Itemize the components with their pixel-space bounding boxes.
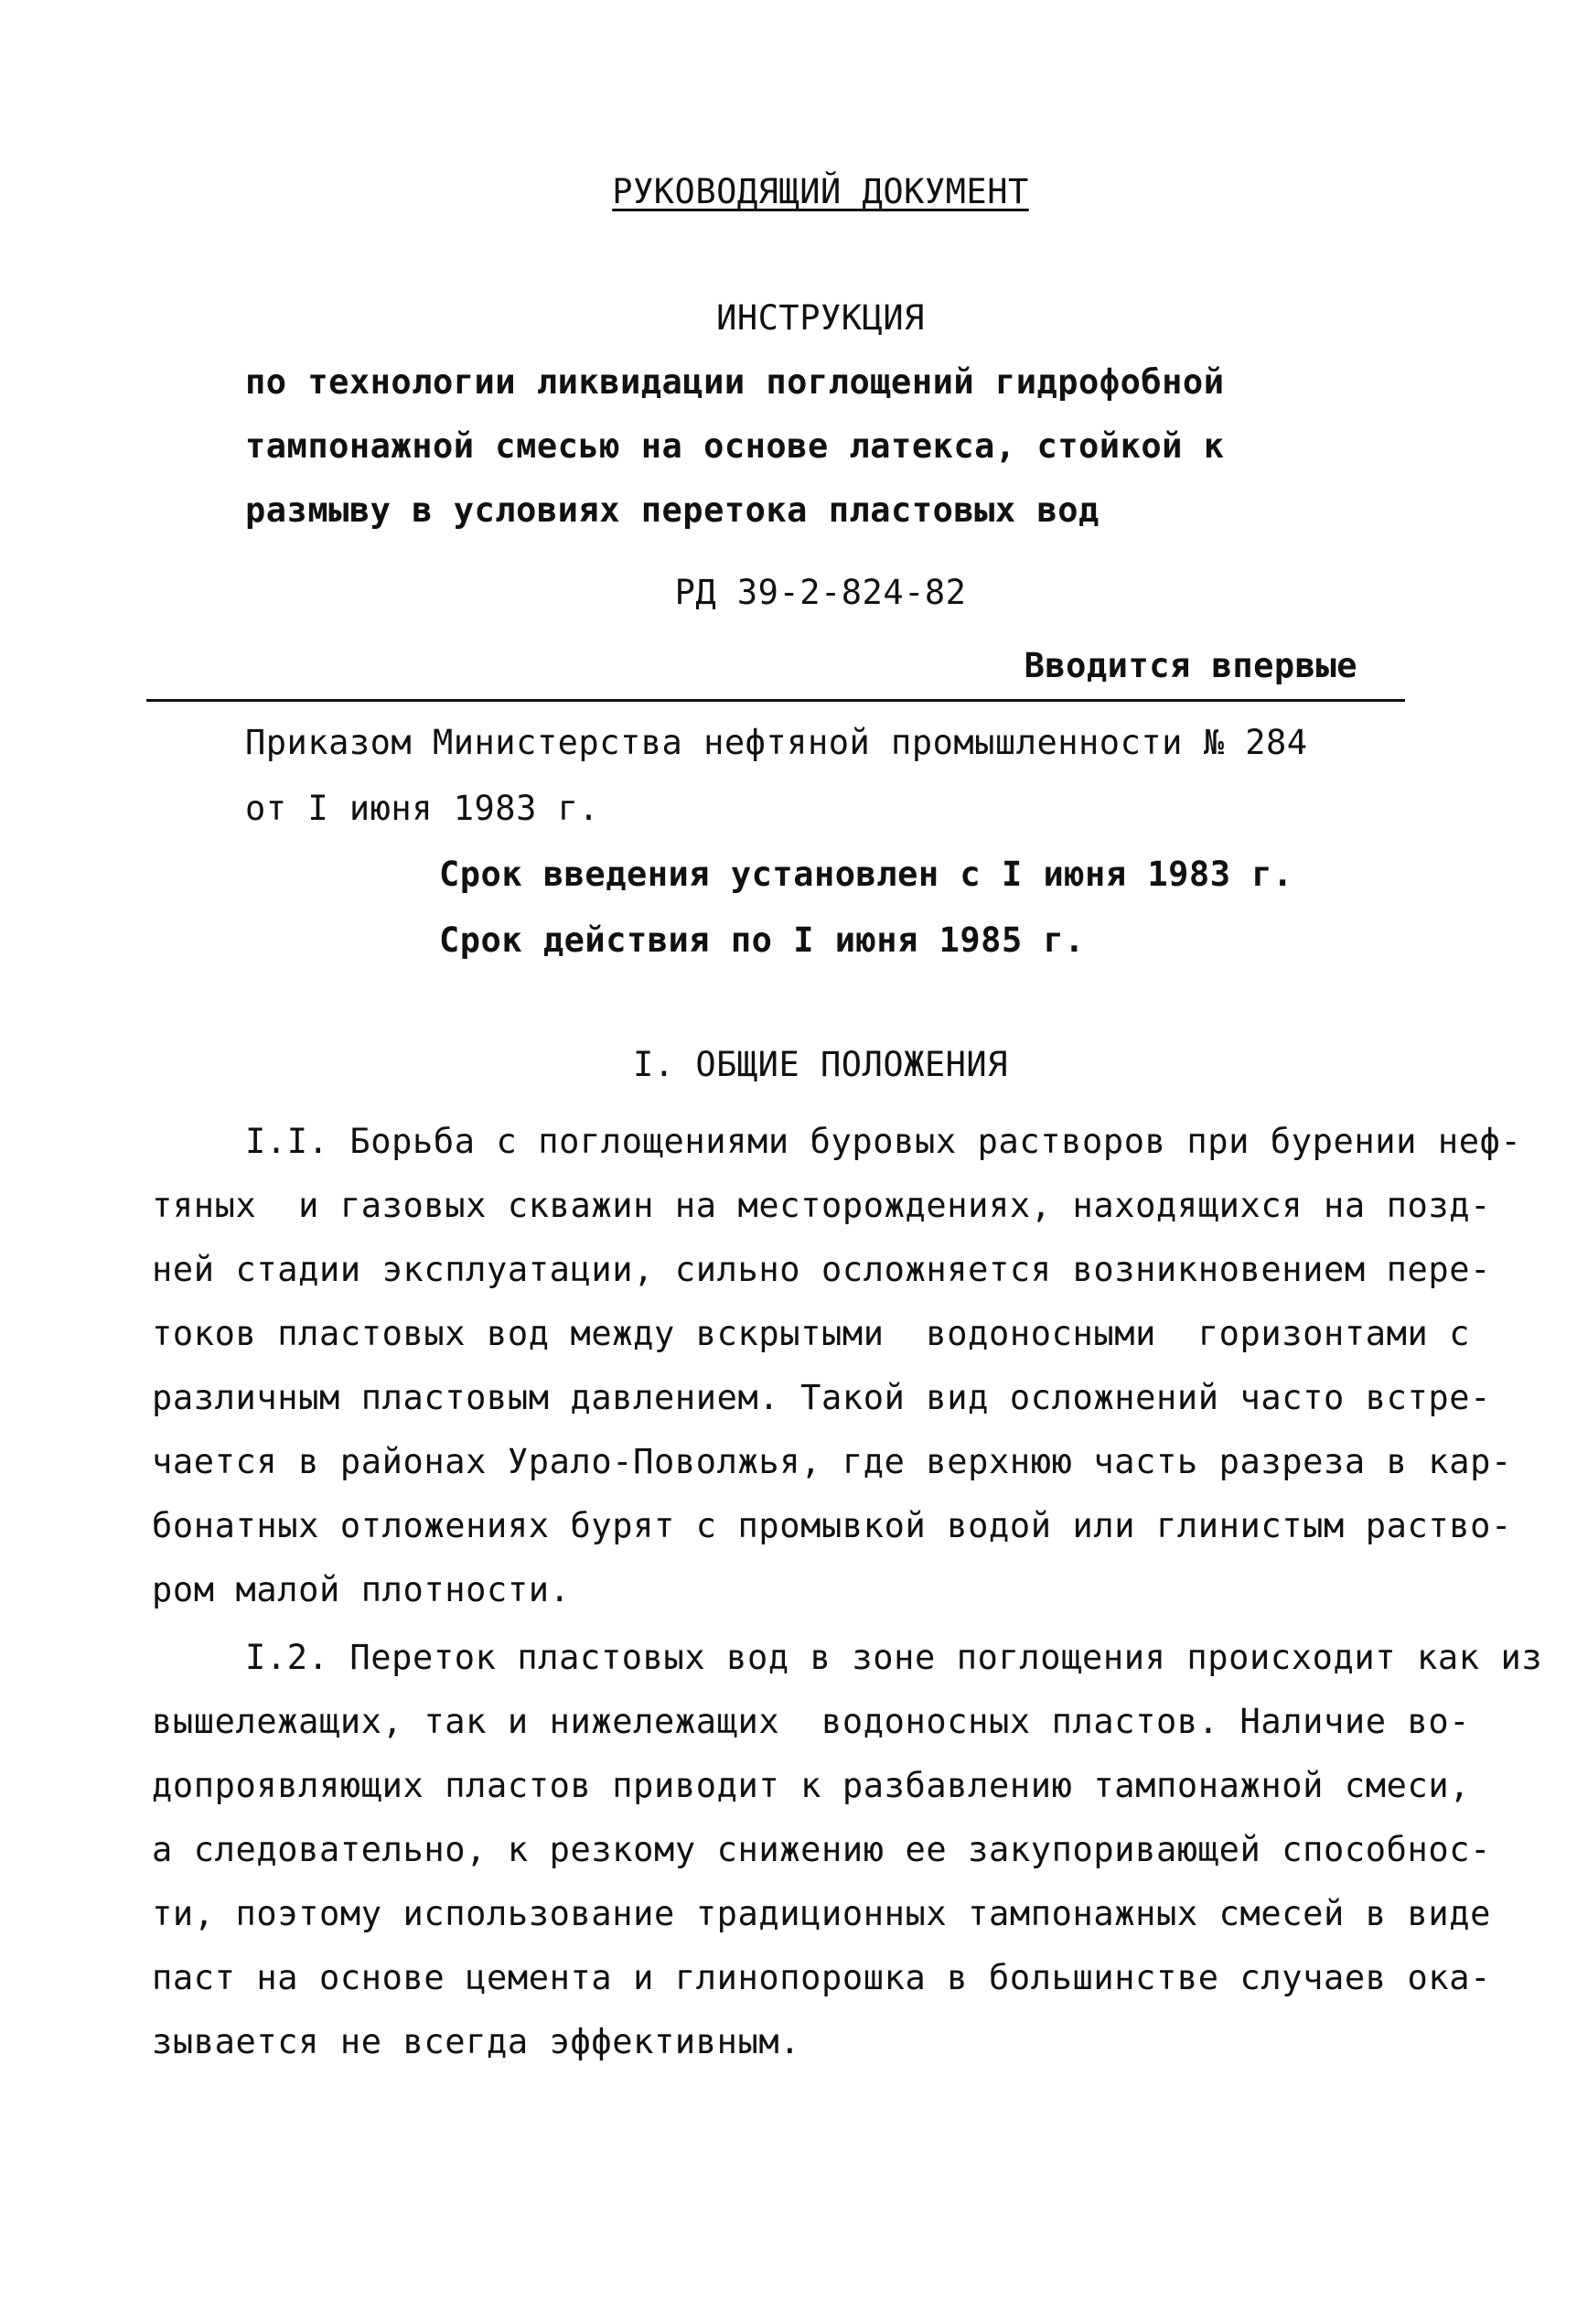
subtitle-line: тампонажной смесью на основе латекса, стойкой к [245, 426, 1225, 466]
section-heading: I. ОБЩИЕ ПОЛОЖЕНИЯ [633, 1045, 1008, 1084]
paragraph-line: I.2. Переток пластовых вод в зоне поглощения происходит как из [245, 1638, 1543, 1677]
document-type-heading: РУКОВОДЯЩИЙ ДОКУМЕНТ [612, 172, 1029, 211]
effective-date: Срок введения установлен с I июня 1983 г. [439, 855, 1293, 894]
paragraph-line: допроявляющих пластов приводит к разбавлению тампонажной смеси, [152, 1766, 1471, 1805]
instruction-title: ИНСТРУКЦИЯ [716, 298, 925, 338]
approval-order-line: от I июня 1983 г. [245, 789, 600, 828]
paragraph-line: ти, поэтому использование традиционных тампонажных смесей в виде [152, 1894, 1492, 1933]
paragraph-line: чается в районах Урало-Поволжья, где верхнюю часть разреза в кар- [152, 1442, 1512, 1481]
paragraph-line: вышележащих, так и нижележащих водоносных пластов. Наличие во- [152, 1702, 1471, 1741]
paragraph-line: ней стадии эксплуатации, сильно осложняется возникновением пере- [152, 1250, 1492, 1289]
paragraph-line: бонатных отложениях бурят с промывкой водой или глинистым раство- [152, 1506, 1512, 1545]
document-code: РД 39-2-824-82 [674, 573, 967, 612]
validity-date: Срок действия по I июня 1985 г. [439, 920, 1086, 960]
paragraph-line: ром малой плотности. [152, 1570, 571, 1609]
paragraph-line: паст на основе цемента и глинопорошка в большинстве случаев ока- [152, 1958, 1492, 1997]
subtitle-line: размыву в условиях перетока пластовых вод [245, 490, 1100, 530]
paragraph-line: зывается не всегда эффективным. [152, 2022, 801, 2061]
paragraph-line: тяных и газовых скважин на месторождениях, находящихся на позд- [152, 1186, 1492, 1225]
paragraph-line: а следовательно, к резкому снижению ее закупоривающей способнос- [152, 1830, 1492, 1869]
paragraph-line: I.I. Борьба с поглощениями буровых растворов при бурении неф- [245, 1122, 1522, 1161]
subtitle-line: по технологии ликвидации поглощений гидрофобной [245, 362, 1225, 402]
header-divider [146, 699, 1405, 702]
introduction-note: Вводится впервые [1024, 646, 1357, 685]
paragraph-line: токов пластовых вод между вскрытыми водоносными горизонтами с [152, 1314, 1471, 1353]
approval-order-line: Приказом Министерства нефтяной промышленности № 284 [245, 723, 1308, 762]
paragraph-line: различным пластовым давлением. Такой вид осложнений часто встре- [152, 1378, 1492, 1417]
